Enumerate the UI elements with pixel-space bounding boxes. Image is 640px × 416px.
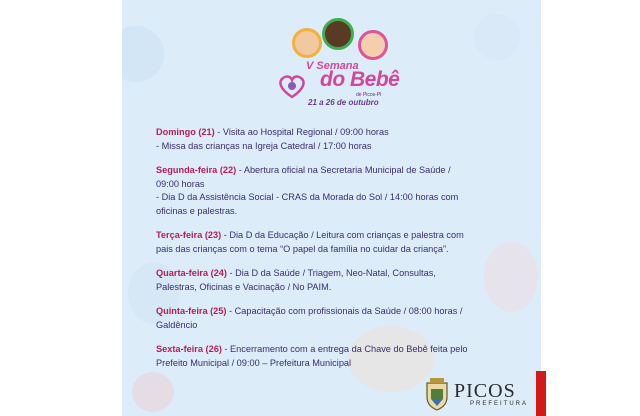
event-schedule xyxy=(156,126,516,381)
picos-prefeitura-logo xyxy=(424,377,541,411)
schedule-item xyxy=(156,164,516,218)
baby-illustration-center xyxy=(322,18,354,50)
schedule-day: Domingo (21) xyxy=(156,127,215,137)
schedule-line: pais das crianças com o tema “O papel da família no cuidar da criança”. xyxy=(156,243,449,254)
schedule-day: Sexta-feira (26) xyxy=(156,344,222,354)
logo-title-line2: do Bebê xyxy=(320,68,400,91)
schedule-line: Galdêncio xyxy=(156,319,198,330)
schedule-item xyxy=(156,305,516,332)
schedule-item xyxy=(156,343,516,370)
schedule-line: Prefeito Municipal / 09:00 – Prefeitura Municipal xyxy=(156,357,352,368)
schedule-line: - Encerramento com a entrega da Chave do Bebê feita pelo xyxy=(221,344,468,354)
background-toy-shape xyxy=(122,26,164,82)
schedule-item xyxy=(156,267,516,294)
logo-city: de Picos-PI xyxy=(356,92,382,98)
heart-icon xyxy=(278,72,306,100)
schedule-line: - Abertura oficial na Secretaria Municipal de Saúde / xyxy=(236,165,451,175)
schedule-day: Quinta-feira (25) xyxy=(156,306,227,316)
schedule-day: Terça-feira (23) xyxy=(156,230,222,240)
schedule-line: oficinas e palestras. xyxy=(156,205,238,216)
logo-dates: 21 a 26 de outubro xyxy=(308,98,379,107)
event-poster xyxy=(122,0,541,416)
schedule-line: - Dia D da Educação / Leitura com crianças e palestra com xyxy=(221,230,464,240)
background-toy-shape xyxy=(474,14,520,60)
schedule-line: - Dia D da Assistência Social - CRAS da Morada do Sol / 14:00 horas com xyxy=(156,192,459,202)
schedule-line: - Visita ao Hospital Regional / 09:00 horas xyxy=(214,127,389,137)
baby-illustration-right xyxy=(358,30,388,60)
baby-illustration-left xyxy=(292,28,322,58)
logo-title-line1: V Semana xyxy=(306,60,359,72)
footer-brand: PICOS xyxy=(454,380,516,402)
schedule-line: - Dia D da Saúde / Triagem, Neo-Natal, Consultas, xyxy=(226,268,436,278)
accent-bar xyxy=(536,371,546,416)
schedule-line: 09:00 horas xyxy=(156,178,205,189)
semana-do-bebe-logo xyxy=(270,18,404,118)
schedule-item xyxy=(156,229,516,256)
schedule-item xyxy=(156,126,516,153)
schedule-day: Segunda-feira (22) xyxy=(156,165,237,175)
schedule-day: Quarta-feira (24) xyxy=(156,268,227,278)
footer-subtitle: PREFEITURA xyxy=(470,401,529,407)
schedule-line: - Missa das crianças na Igreja Catedral / 17:00 horas xyxy=(156,140,372,151)
schedule-line: Palestras, Oficinas e Vacinação / No PAIM. xyxy=(156,281,332,292)
schedule-line: - Capacitação com profissionais da Saúde / 08:00 horas / xyxy=(226,306,463,316)
city-crest-icon xyxy=(424,377,450,411)
